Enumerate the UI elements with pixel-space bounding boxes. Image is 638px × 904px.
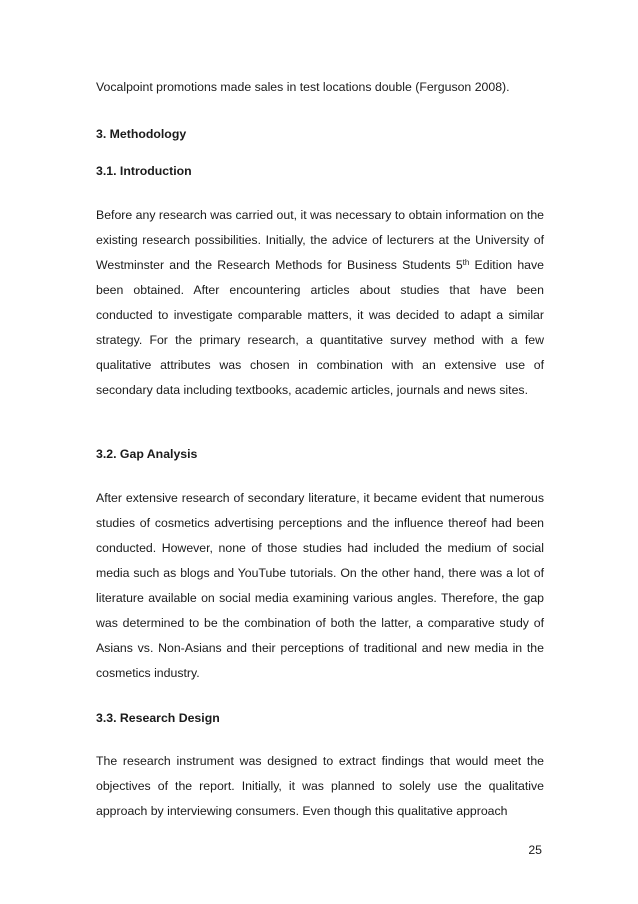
paragraph-introduction-part2: Edition have been obtained. After encountering articles about studies that have been conducted to investigate comparable matters, it was decided to adapt a similar strategy. For the primary research, a quantitative survey method with a few qualitative attributes was chosen in combination with an extensive use of secondary data including textbooks, academic articles, journals and news sites. xyxy=(96,258,544,397)
paragraph-gap-analysis: After extensive research of secondary literature, it became evident that numerous studies of cosmetics advertising perceptions and the influence thereof had been conducted. However, none of those studies had included the medium of social media such as blogs and YouTube tutorials. On the other hand, there was a lot of literature available on social media examining various angles. Therefore, the gap was determined to be the combination of both the latter, a comparative study of Asians vs. Non-Asians and their perceptions of traditional and new media in the cosmetics industry. xyxy=(96,491,544,680)
superscript-th: th xyxy=(462,258,470,267)
heading-introduction: 3.1. Introduction xyxy=(96,164,192,178)
intro-line: Vocalpoint promotions made sales in test locations double (Ferguson 2008). xyxy=(96,80,510,94)
paragraph-introduction xyxy=(96,203,544,403)
page-number: 25 xyxy=(528,843,542,857)
paragraph-introduction-part1: Before any research was carried out, it was necessary to obtain information on the existing research possibilities. Initially, the advice of lecturers at the University of Westminster and the Research Methods for Business Students 5 xyxy=(96,208,544,272)
heading-gap-analysis: 3.2. Gap Analysis xyxy=(96,447,198,461)
paragraph-research-design: The research instrument was designed to extract findings that would meet the objectives of the report. Initially, it was planned to solely use the qualitative approach by interviewing consumers. Even though this qualitative approach xyxy=(96,754,544,818)
heading-methodology: 3. Methodology xyxy=(96,127,187,141)
heading-research-design: 3.3. Research Design xyxy=(96,711,220,725)
